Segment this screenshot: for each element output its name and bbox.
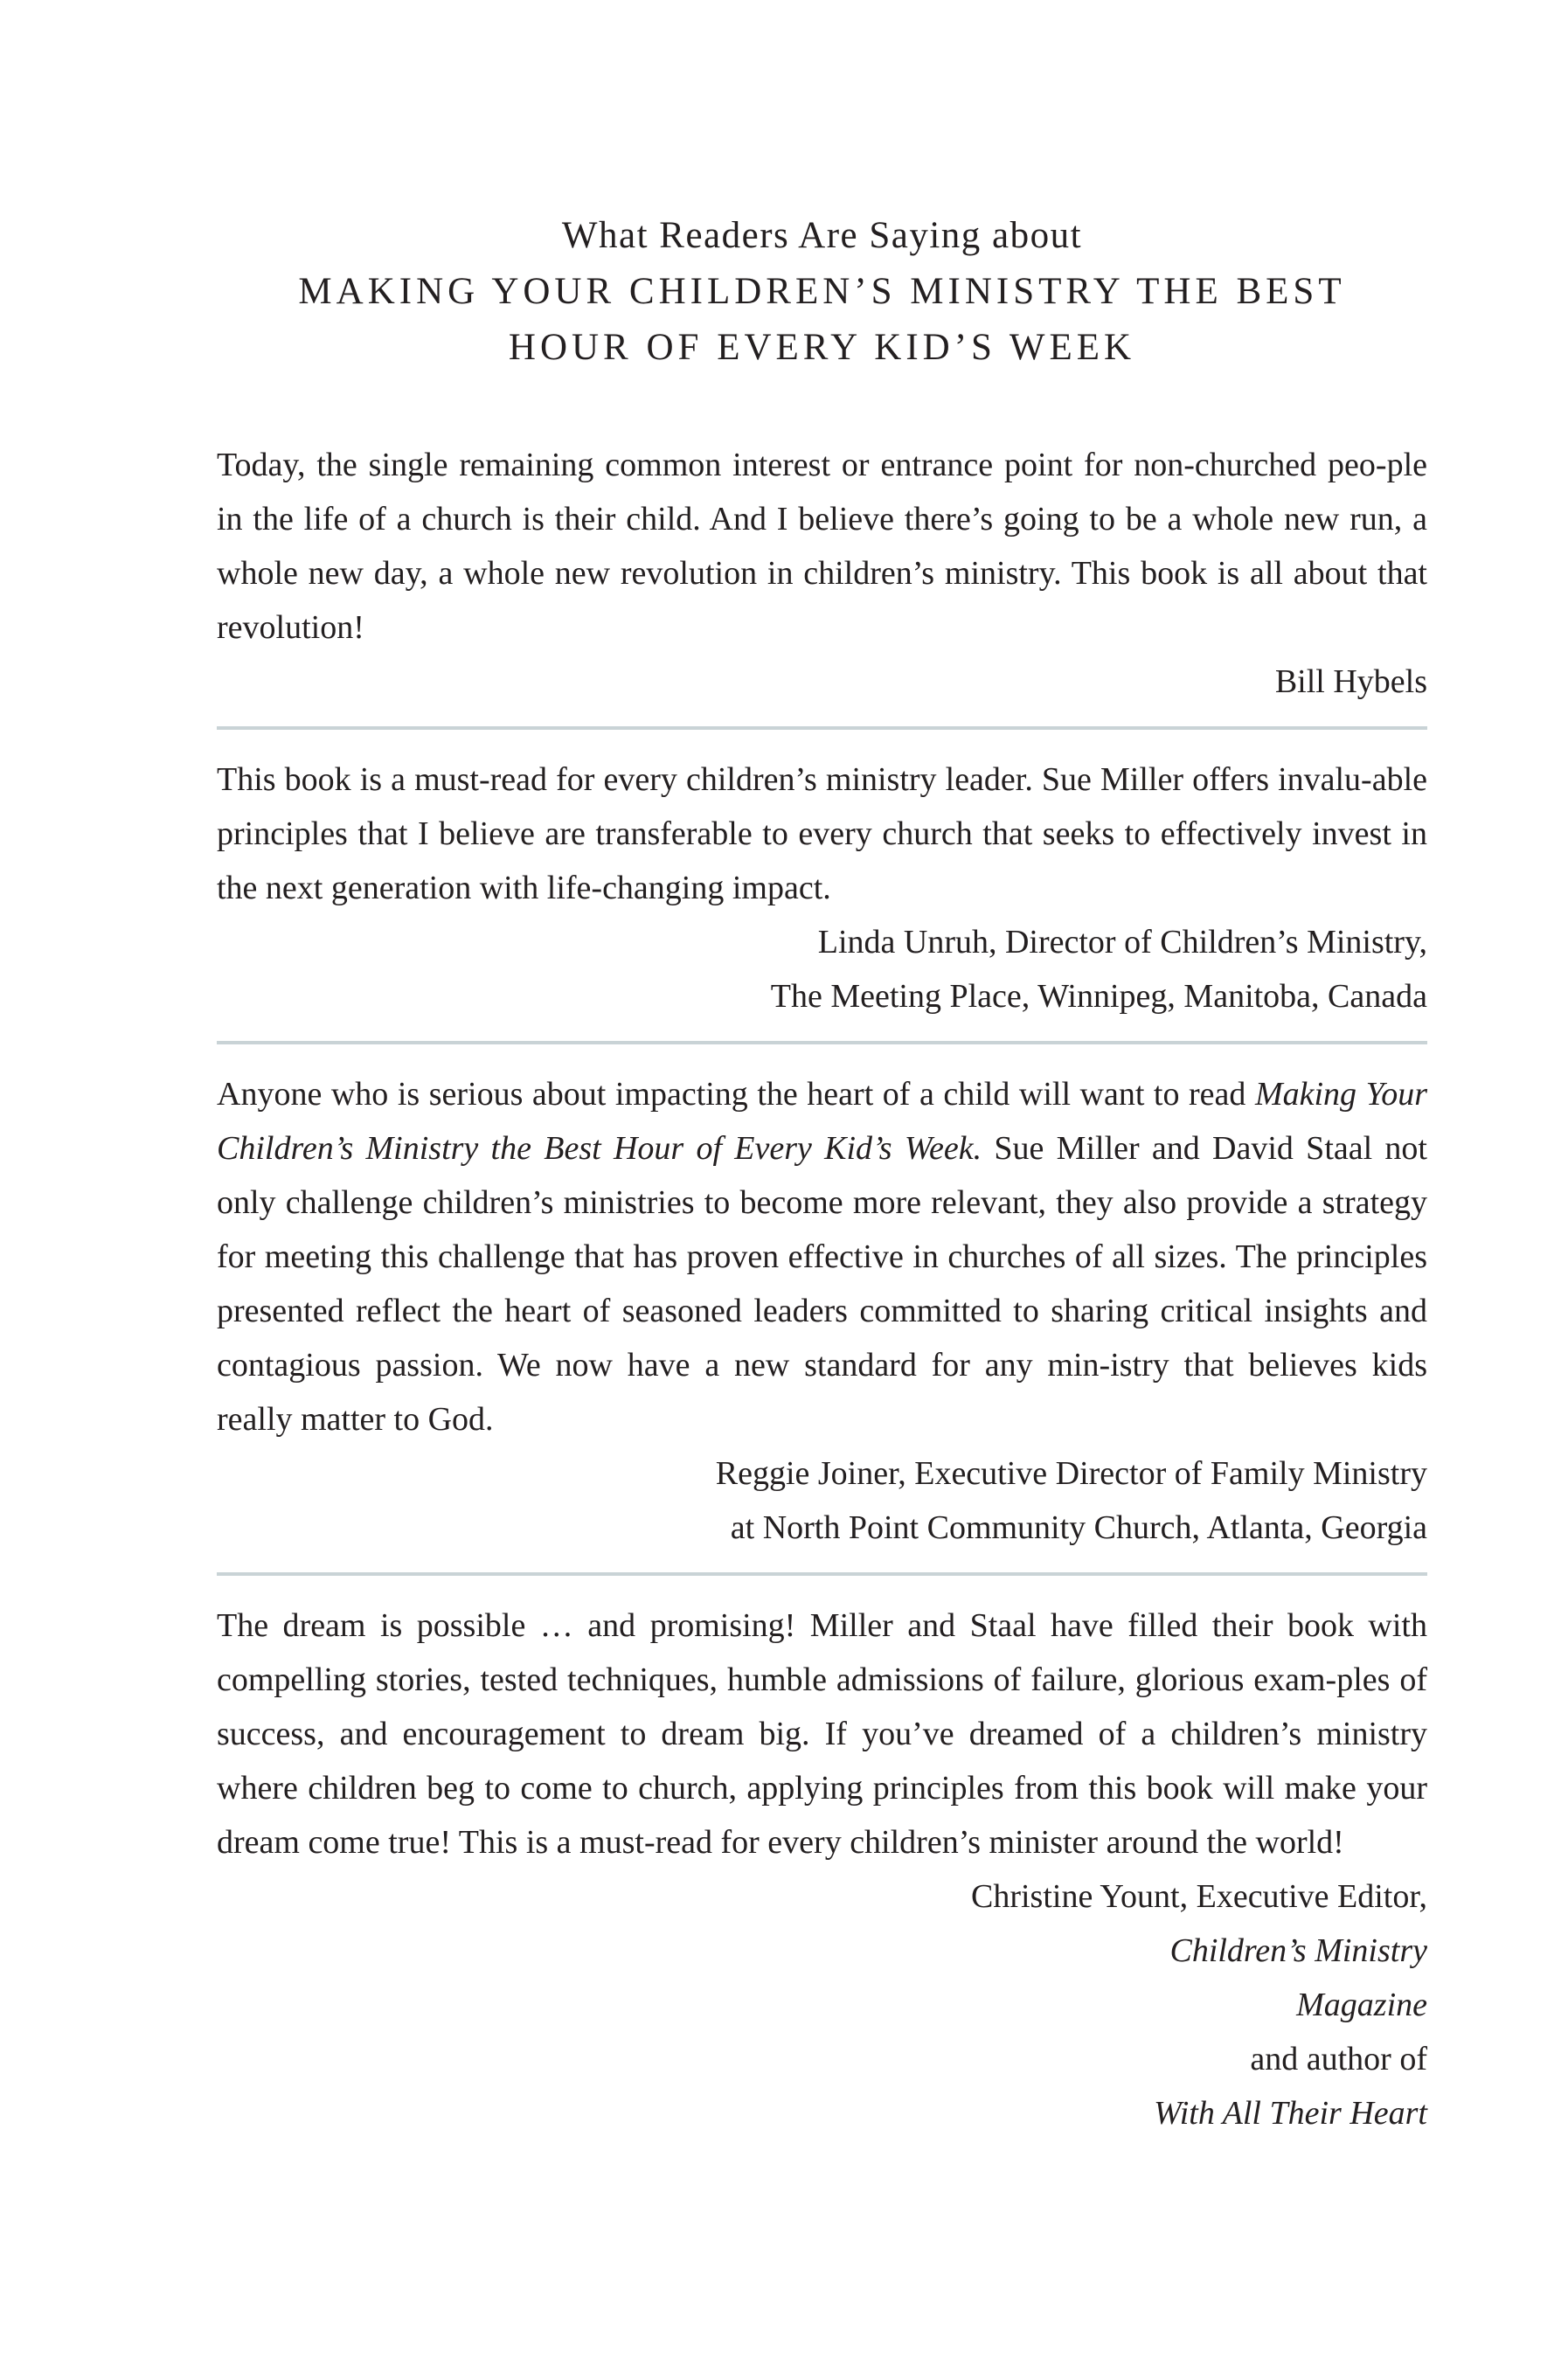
book-title-line-2: HOUR OF EVERY KID’S WEEK bbox=[508, 327, 1136, 368]
attribution-line: Reggie Joiner, Executive Director of Family Ministry bbox=[715, 1455, 1427, 1492]
attribution-line: Linda Unruh, Director of Children’s Ministry, bbox=[817, 924, 1427, 961]
divider bbox=[217, 1572, 1427, 1576]
divider bbox=[217, 1041, 1427, 1044]
heading-intro: What Readers Are Saying about bbox=[561, 215, 1083, 256]
endorsement-text: Today, the single remaining common interest or entrance point for non-churched peo-ple in the life of a church is their child. And I believe there’s going to be a whole new run, a whole new day, a whole new revolution in children’s ministry. This book is all about that revolution! bbox=[217, 447, 1427, 646]
attribution-line: at North Point Community Church, Atlanta, Georgia bbox=[730, 1509, 1427, 1546]
attribution-line bbox=[217, 1869, 1427, 1978]
endorsement-hybels bbox=[217, 438, 1427, 709]
magazine-title: Children’s Ministry bbox=[1169, 1932, 1427, 1969]
text-after: Sue Miller and David Staal not only challenge children’s ministries to become more relevant, they also provide a strategy for meeting this challenge that has proven effective in churches of all sizes. The principles presented reflect the heart of seasoned leaders committed to sharing critical insights and contagious passion. We now have a new standard for any min-istry that believes kids really matter to God. bbox=[217, 1130, 1427, 1438]
endorsement-unruh bbox=[217, 752, 1427, 1023]
endorsement-attribution bbox=[217, 1869, 1427, 2140]
text-before: Anyone who is serious about impacting the heart of a child will want to read bbox=[217, 1076, 1255, 1113]
attribution-line: Bill Hybels bbox=[1274, 663, 1427, 700]
attribution-text: Christine Yount, Executive Editor, bbox=[971, 1878, 1427, 1915]
endorsement-text: This book is a must-read for every children’s ministry leader. Sue Miller offers invalu-able principles that I believe are transferable to every church that seeks to effectively invest in the next generation with life-changing impact. bbox=[217, 761, 1427, 906]
attribution-line bbox=[217, 1978, 1427, 2140]
book-title-line-1: MAKING YOUR CHILDREN’S MINISTRY THE BEST bbox=[298, 271, 1346, 312]
divider bbox=[217, 726, 1427, 730]
endorsements bbox=[217, 438, 1427, 2140]
attribution-line: The Meeting Place, Winnipeg, Manitoba, Canada bbox=[770, 978, 1427, 1015]
endorsement-attribution bbox=[217, 1446, 1427, 1555]
endorsement-text bbox=[217, 1067, 1427, 1446]
attribution-text: and author of bbox=[1250, 2041, 1427, 2077]
endorsement-joiner bbox=[217, 1067, 1427, 1555]
endorsement-attribution bbox=[217, 915, 1427, 1023]
book-title-italic: Making Your Children’s Ministry the Best Hour of Every Kid’s Week. bbox=[217, 1076, 1427, 1167]
endorsement-yount bbox=[217, 1599, 1427, 2140]
page-heading bbox=[217, 208, 1427, 376]
book-title-italic: With All Their Heart bbox=[1154, 2095, 1427, 2132]
endorsement-text: The dream is possible … and promising! Miller and Staal have filled their book with compelling stories, tested techniques, humble admissions of failure, glorious exam-ples of success, and encouragement to dream big. If you’ve dreamed of a children’s ministry where children beg to come to church, applying principles from this book will make your dream come true! This is a must-read for every children’s minister around the world! bbox=[217, 1607, 1427, 1861]
magazine-title: Magazine bbox=[1296, 1987, 1427, 2023]
page bbox=[217, 0, 1427, 2140]
endorsement-attribution bbox=[217, 655, 1427, 709]
